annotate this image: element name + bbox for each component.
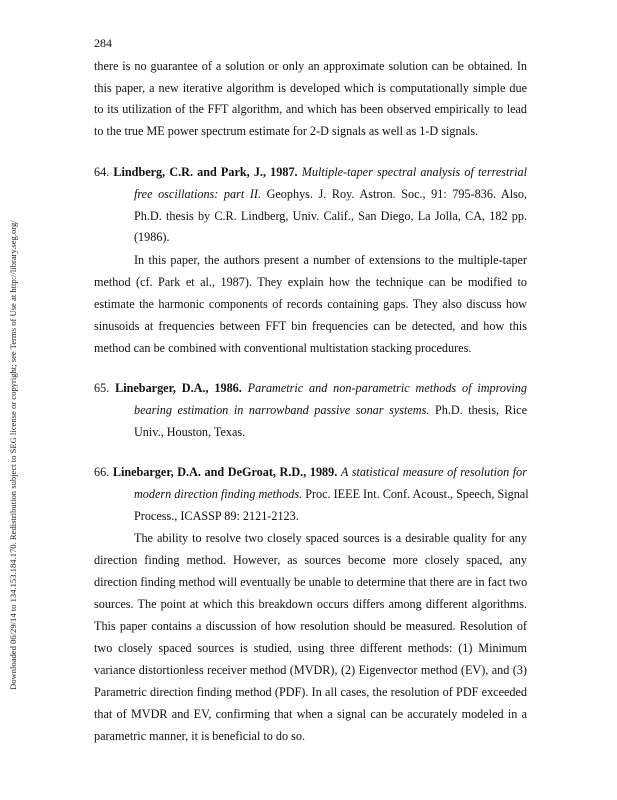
reference-65-line xyxy=(134,404,527,416)
abstract-line: method can be combined with conventional multistation stacking procedures. xyxy=(94,341,472,355)
reference-64-line xyxy=(134,188,527,200)
reference-source: Geophys. J. Roy. Astron. Soc., 91: 795-836. Also, xyxy=(266,187,527,201)
reference-source: Ph.D. thesis by C.R. Lindberg, Univ. Calif., San Diego, La Jolla, CA, 182 pp. xyxy=(134,209,527,223)
download-notice: Downloaded 06/29/14 to 134.153.184.170. Redistribution subject to SEG license or copyright; see Terms of Use at http://library.seg.org/ xyxy=(8,220,18,690)
reference-title: A statistical measure of resolution for xyxy=(340,465,527,479)
reference-authors: Linebarger, D.A., 1986. xyxy=(115,381,242,395)
abstract-line: estimate the harmonic components of records containing gaps. They also discuss how xyxy=(94,297,527,311)
abstract-line: direction finding method will eventually be unable to determine that there are in fact two xyxy=(94,575,528,589)
body-line: this paper, a new iterative algorithm is developed which is computationally simple due xyxy=(94,81,527,95)
reference-source: Process., ICASSP 89: 2121-2123. xyxy=(134,509,299,523)
abstract-line: This paper contains a discussion of how resolution should be measured. Resolution of xyxy=(94,619,527,633)
body-line: there is no guarantee of a solution or only an approximate solution can be obtained. In xyxy=(94,59,527,73)
reference-65-header xyxy=(94,382,527,394)
abstract-line: sources. The point at which this breakdown occurs differs among different algorithms. xyxy=(94,597,527,611)
abstract-line: two closely spaced sources is studied, using three different methods: (1) Minimum xyxy=(94,641,527,655)
abstract-line: The ability to resolve two closely spaced sources is a desirable quality for any xyxy=(134,531,527,545)
reference-title: bearing estimation in narrowband passive sonar systems. xyxy=(134,403,430,417)
abstract-line: Parametric direction finding method (PDF). In all cases, the resolution of PDF exceeded xyxy=(94,685,527,699)
reference-authors: Linebarger, D.A. and DeGroat, R.D., 1989. xyxy=(112,465,338,479)
reference-64-header xyxy=(94,166,527,178)
reference-number: 65. xyxy=(94,381,110,395)
abstract-line: parametric manner, it is beneficial to do so. xyxy=(94,729,306,743)
reference-authors: Lindberg, C.R. and Park, J., 1987. xyxy=(113,165,298,179)
reference-66-header xyxy=(94,466,527,478)
abstract-line: direction finding method. However, as sources become more closely spaced, any xyxy=(94,553,527,567)
body-line: to its utilization of the FFT algorithm, and which has been observed empirically to lead xyxy=(94,102,527,116)
abstract-line: that of MVDR and EV, confirming that when a signal can be accurately modeled in a xyxy=(94,707,527,721)
reference-source: Ph.D. thesis, Rice xyxy=(434,403,527,417)
abstract-line: In this paper, the authors present a number of extensions to the multiple-taper xyxy=(134,253,527,267)
reference-title: Multiple-taper spectral analysis of terrestrial xyxy=(301,165,528,179)
abstract-line: variance distortionless receiver method (MVDR), (2) Eigenvector method (EV), and (3) xyxy=(94,663,527,677)
abstract-line: sinusoids at frequencies between FFT bin frequencies can be detected, and how this xyxy=(94,319,527,333)
reference-title: modern direction finding methods. xyxy=(134,487,303,501)
reference-source: Univ., Houston, Texas. xyxy=(134,425,246,439)
reference-66-line xyxy=(134,488,527,500)
body-line: to the true ME power spectrum estimate for 2-D signals as well as 1-D signals. xyxy=(94,124,479,138)
reference-title: Parametric and non-parametric methods of improving xyxy=(247,381,527,395)
page-number: 284 xyxy=(94,36,112,50)
reference-title: free oscillations: part II. xyxy=(134,187,261,201)
reference-number: 64. xyxy=(94,165,110,179)
reference-source: (1986). xyxy=(134,230,170,244)
abstract-line: method (cf. Park et al., 1987). They explain how the technique can be modified to xyxy=(94,275,527,289)
reference-number: 66. xyxy=(94,465,110,479)
reference-source: Proc. IEEE Int. Conf. Acoust., Speech, Signal xyxy=(305,487,529,501)
